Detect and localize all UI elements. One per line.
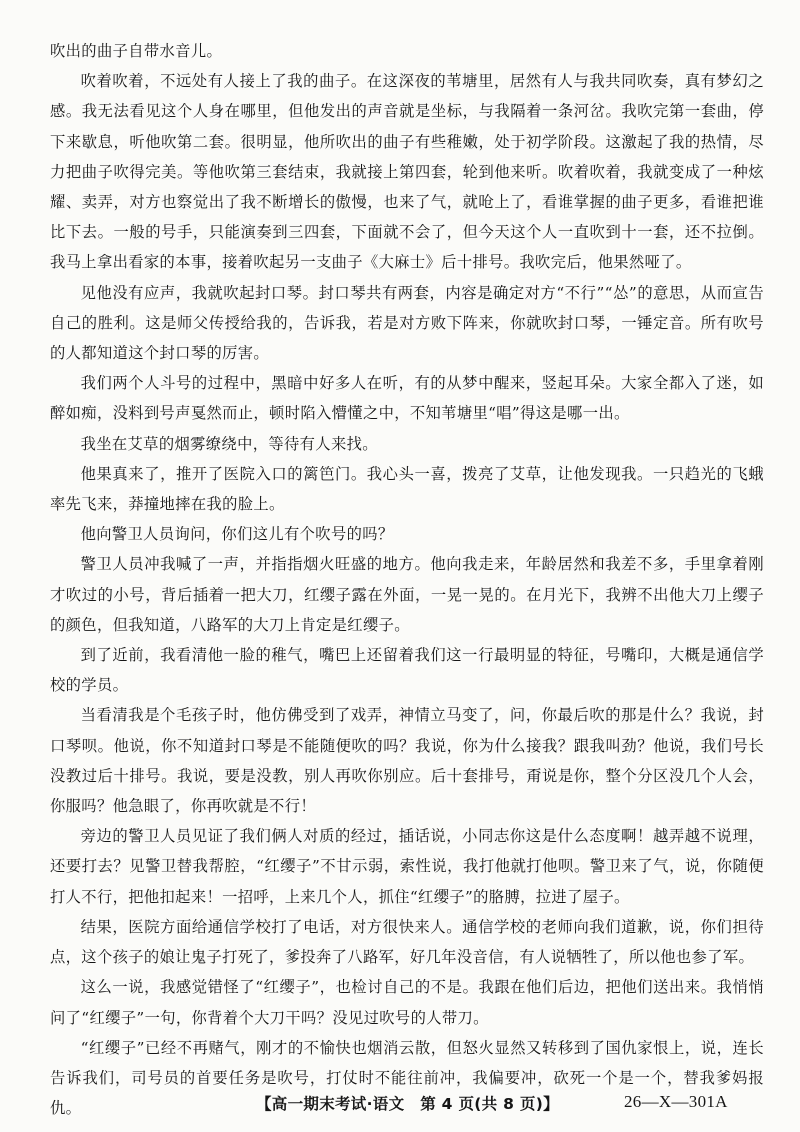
paragraph: “红缨子”已经不再赌气，刚才的不愉快也烟消云散，但怒火显然又转移到了国仇家恨上，说，连长告诉我们，司号员的首要任务是吹号，打仗时不能往前冲，我偏要冲，砍死一个是一个，替我爹妈报仇。 bbox=[50, 1038, 764, 1118]
page-footer bbox=[0, 1092, 800, 1118]
paragraph: 我们两个人斗号的过程中，黑暗中好多人在听，有的从梦中醒来，竖起耳朵。大家全都入了迷，如醉如痴，没料到号声戛然而止，顿时陷入懵懂之中，不知苇塘里“唱”得这是哪一出。 bbox=[50, 374, 764, 423]
paragraph: 结果，医院方面给通信学校打了电话，对方很快来人。通信学校的老师向我们道歉，说，你们担待点，这个孩子的娘让鬼子打死了，爹投奔了八路军，好几年没音信，有人说牺牲了，所以他也参了军。 bbox=[50, 917, 764, 967]
paragraph: 吹着吹着，不远处有人接上了我的曲子。在这深夜的苇塘里，居然有人与我共同吹奏，真有梦幻之感。我无法看见这个人身在哪里，但他发出的声音就是坐标，与我隔着一条河岔。我吹完第一套曲，停下来歇息，听他吹第二套。很明显，他所吹出的曲子有些稚嫩，处于初学阶段。这激起了我的热情，尽力把曲子吹得完美。等他吹第三套结束，我就接上第四套，轮到他来听。吹着吹着，我就变成了一种炫耀、卖弄，对方也察觉出了我不断增长的傲慢，也来了气，就呛上了，看谁掌握的曲子更多，看谁把谁比下去。一般的号手，只能演奏到三四套，下面就不会了，但今天这个人一直吹到十一套，还不拉倒。我马上拿出看家的本事，接着吹起另一支曲子《大麻士》后十排号。我吹完后，他果然哑了。 bbox=[50, 72, 764, 272]
exam-page-label: 【高一期末考试·语文 第 4 页(共 8 页)】 bbox=[256, 1095, 559, 1113]
paragraph: 吹出的曲子自带水音儿。 bbox=[50, 42, 223, 60]
paragraph: 警卫人员冲我喊了一声，并指指烟火旺盛的地方。他向我走来，年龄居然和我差不多，手里拿着刚才吹过的小号，背后插着一把大刀，红缨子露在外面，一晃一晃的。在月光下，我辨不出他大刀上缨子的颜色，但我知道，八路军的大刀上肯定是红缨子。 bbox=[50, 555, 764, 634]
paragraph: 到了近前，我看清他一脸的稚气，嘴巴上还留着我们这一行最明显的特征，号嘴印，大概是通信学校的学员。 bbox=[50, 646, 764, 695]
paragraph: 他果真来了，推开了医院入口的篱笆门。我心头一喜，拨亮了艾草，让他发现我。一只趋光的飞蛾率先飞来，莽撞地摔在我的脸上。 bbox=[50, 464, 764, 514]
passage-body bbox=[50, 36, 764, 1123]
paragraph: 旁边的警卫人员见证了我们俩人对质的经过，插话说，小同志你这是什么态度啊！越弄越不说理，还要打去？见警卫替我帮腔，“红缨子”不甘示弱，索性说，我打他就打他呗。警卫来了气，说，你随便打人不行，把他扣起来！一招呼，上来几个人，抓住“红缨子”的胳膊，拉进了屋子。 bbox=[50, 827, 764, 906]
exam-code: 26—X—301A bbox=[624, 1092, 728, 1111]
paragraph: 我坐在艾草的烟雾缭绕中，等待有人来找。 bbox=[80, 434, 378, 453]
paragraph: 见他没有应声，我就吹起封口琴。封口琴共有两套，内容是确定对方“不行”“怂”的意思，从而宣告自己的胜利。这是师父传授给我的，告诉我，若是对方败下阵来，你就吹封口琴，一锤定音。所有吹号的人都知道这个封口琴的厉害。 bbox=[50, 283, 764, 363]
paragraph: 他向警卫人员询问，你们这儿有个吹号的吗？ bbox=[80, 525, 394, 544]
paragraph: 这么一说，我感觉错怪了“红缨子”，也检讨自己的不是。我跟在他们后边，把他们送出来。我悄悄问了“红缨子”一句，你背着个大刀干吗？没见过吹号的人带刀。 bbox=[50, 978, 764, 1027]
paragraph: 当看清我是个毛孩子时，他仿佛受到了戏弄，神情立马变了，问，你最后吹的那是什么？我说，封口琴呗。他说，你不知道封口琴是不能随便吹的吗？我说，你为什么接我？跟我叫劲？他说，我们号长没教过后十排号。我说，要是没教，别人再吹你别应。后十套排号，甭说是你，整个分区没几个人会，你服吗？他急眼了，你再吹就是不行！ bbox=[50, 706, 764, 816]
